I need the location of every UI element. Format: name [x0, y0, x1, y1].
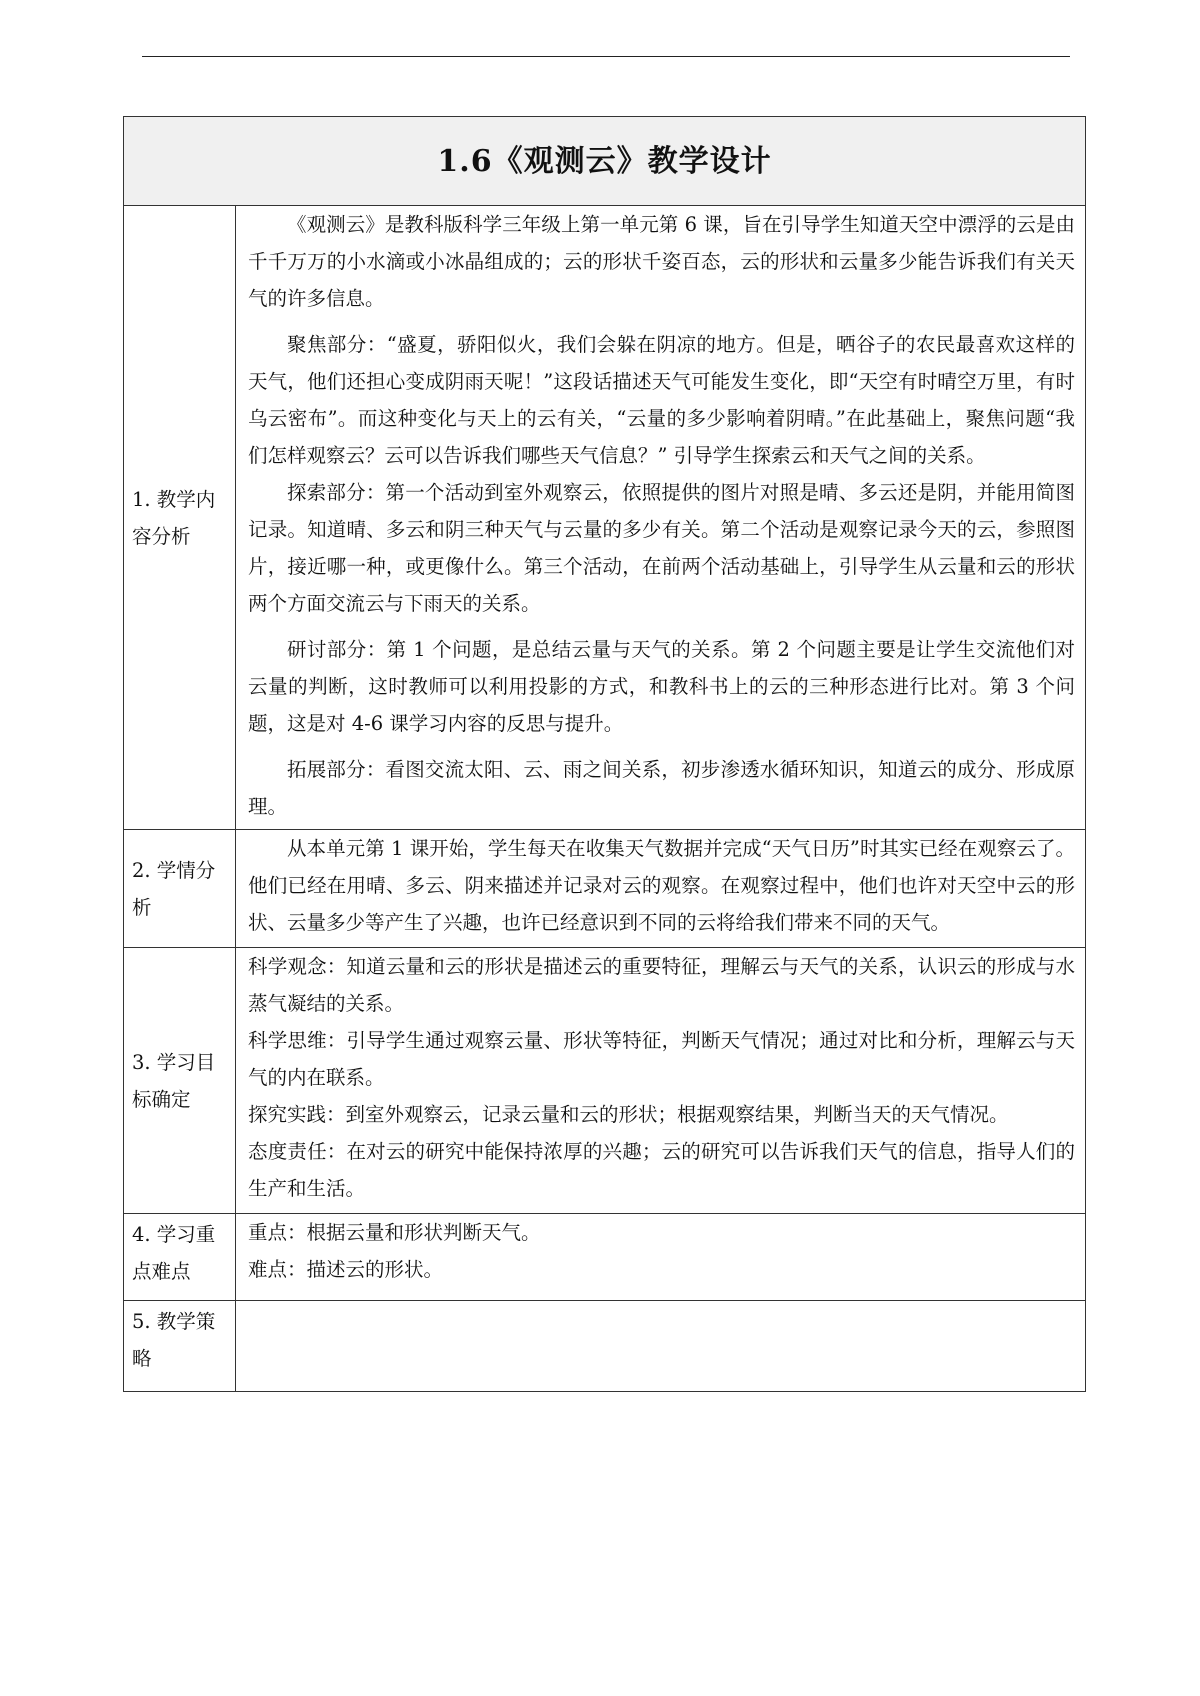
section-row-student-analysis: [124, 830, 1086, 948]
paragraph-focus: 聚焦部分：“盛夏，骄阳似火，我们会躲在阴凉的地方。但是，晒谷子的农民最喜欢这样的天气，他们还担心变成阴雨天呢！”这段话描述天气可能发生变化，即“天空有时晴空万里，有时乌云密布”。而这种变化与天上的云有关，“云量的多少影响着阴晴。”在此基础上，聚焦问题“我们怎样观察云？云可以告诉我们哪些天气信息？” 引导学生探索云和天气之间的关系。: [248, 333, 1076, 467]
section-label: 2. 学情分析: [124, 830, 236, 948]
section-content: [236, 1214, 1086, 1301]
paragraph-student: 从本单元第 1 课开始，学生每天在收集天气数据并完成“天气日历”时其实已经在观察云了。他们已经在用晴、多云、阴来描述并记录对云的观察。在观察过程中，他们也许对天空中云的形状、云量多少等产生了兴趣，也许已经意识到不同的云将给我们带来不同的天气。: [248, 837, 1076, 934]
paragraph-intro: 《观测云》是教科版科学三年级上第一单元第 6 课，旨在引导学生知道天空中漂浮的云是由千千万万的小水滴或小冰晶组成的；云的形状千姿百态，云的形状和云量多少能告诉我们有关天气的许多信息。: [248, 213, 1076, 310]
section-row-content-analysis: [124, 206, 1086, 830]
goal-thinking: 科学思维：引导学生通过观察云量、形状等特征，判断天气情况；通过对比和分析，理解云与天气的内在联系。: [248, 1029, 1076, 1089]
paragraph-extend: 拓展部分：看图交流太阳、云、雨之间关系，初步渗透水循环知识，知道云的成分、形成原理。: [248, 758, 1076, 818]
goal-attitude: 态度责任：在对云的研究中能保持浓厚的兴趣；云的研究可以告诉我们天气的信息，指导人们的生产和生活。: [248, 1140, 1076, 1200]
section-row-key-points: [124, 1214, 1086, 1301]
goal-practice: 探究实践：到室外观察云，记录云量和云的形状；根据观察结果，判断当天的天气情况。: [248, 1103, 1009, 1126]
goal-concept: 科学观念：知道云量和云的形状是描述云的重要特征，理解云与天气的关系，认识云的形成与水蒸气凝结的关系。: [248, 955, 1076, 1015]
document-title: 1.6《观测云》教学设计: [124, 117, 1086, 206]
section-row-learning-goals: [124, 948, 1086, 1214]
section-content: [236, 206, 1086, 830]
paragraph-explore: 探索部分：第一个活动到室外观察云，依照提供的图片对照是晴、多云还是阴，并能用简图记录。知道晴、多云和阴三种天气与云量的多少有关。第二个活动是观察记录今天的云，参照图片，接近哪一种，或更像什么。第三个活动，在前两个活动基础上，引导学生从云量和云的形状两个方面交流云与下雨天的关系。: [248, 481, 1076, 615]
section-label: 4. 学习重点难点: [124, 1214, 236, 1301]
difficult-point: 难点：描述云的形状。: [248, 1258, 444, 1281]
section-label: 3. 学习目标确定: [124, 948, 236, 1214]
section-label: 5. 教学策略: [124, 1301, 236, 1392]
section-label: 1. 教学内容分析: [124, 206, 236, 830]
header-rule: [142, 56, 1070, 57]
section-row-strategy: [124, 1301, 1086, 1392]
section-content: [236, 948, 1086, 1214]
section-content: [236, 830, 1086, 948]
section-content: [236, 1301, 1086, 1392]
lesson-plan-table: [123, 116, 1086, 1392]
title-row: [124, 117, 1086, 206]
key-point: 重点：根据云量和形状判断天气。: [248, 1221, 541, 1244]
paragraph-discuss: 研讨部分：第 1 个问题，是总结云量与天气的关系。第 2 个问题主要是让学生交流他们对云量的判断，这时教师可以利用投影的方式，和教科书上的云的三种形态进行比对。第 3 个问题，这是对 4-6 课学习内容的反思与提升。: [248, 638, 1076, 735]
